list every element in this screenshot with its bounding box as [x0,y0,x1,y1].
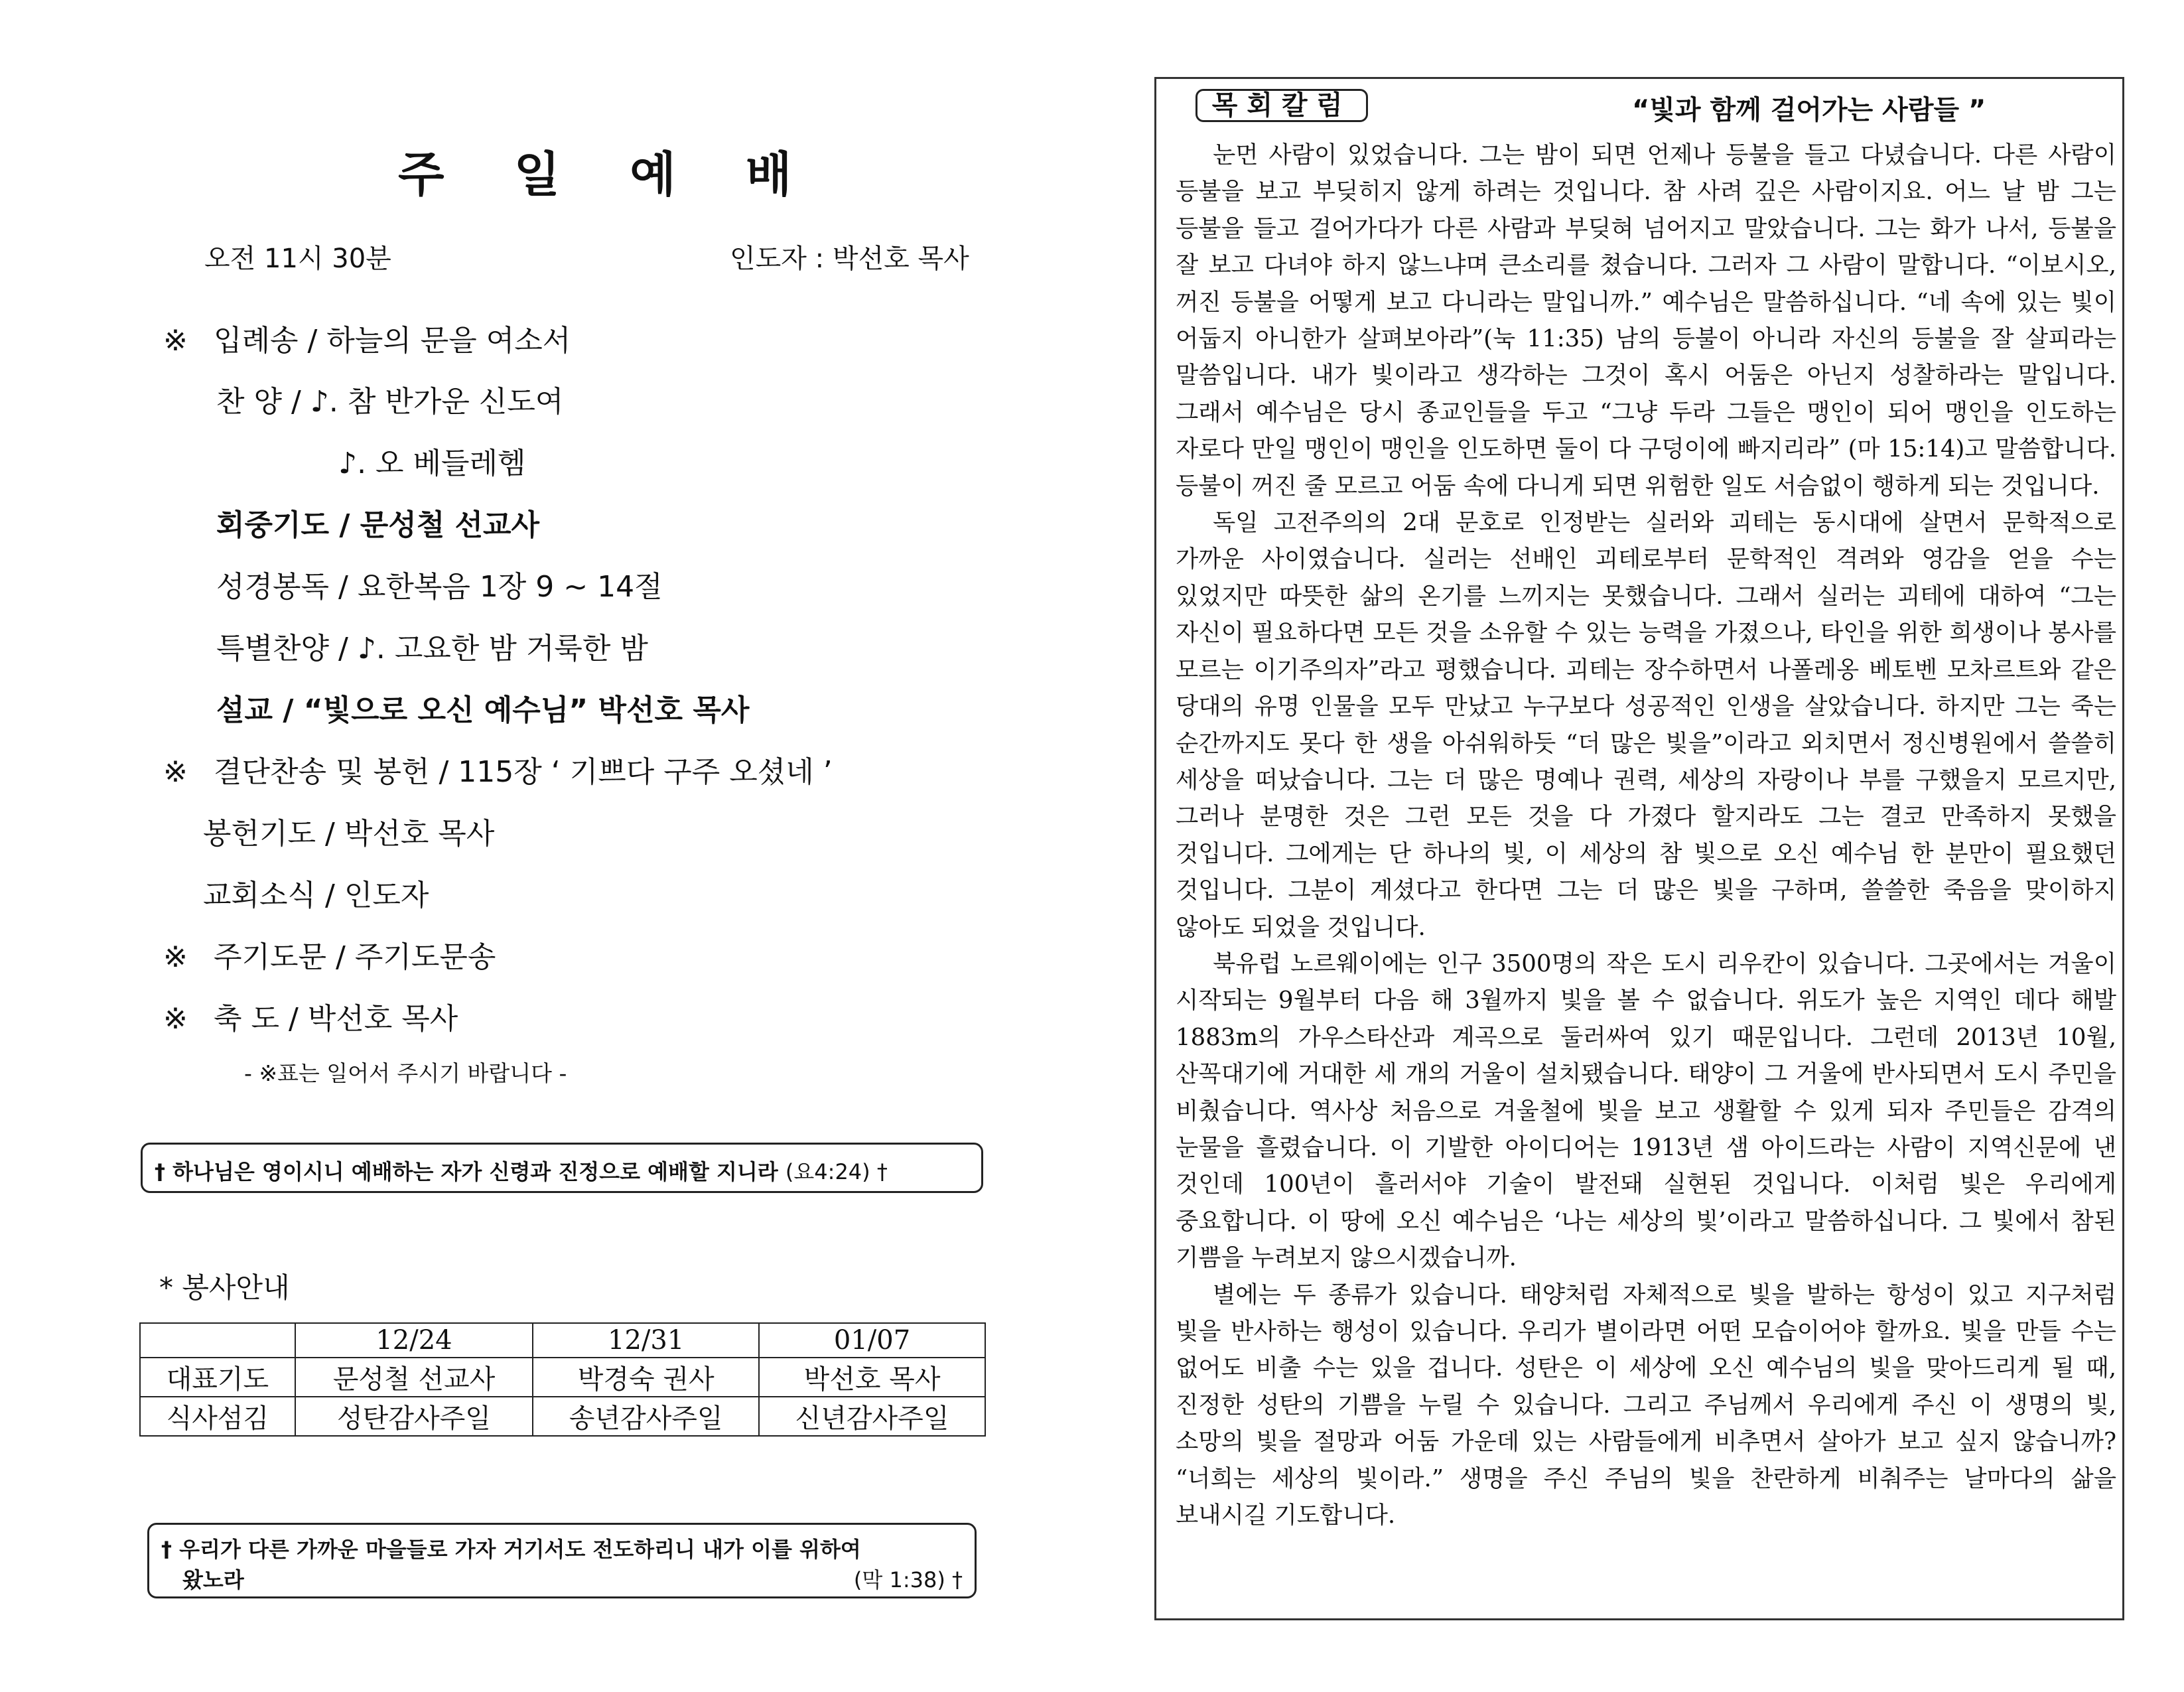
column-paragraph: 별에는 두 종류가 있습니다. 태양처럼 자체적으로 빛을 발하는 항성이 있고 지구처럼 빛을 반사하는 행성이 있습니다. 우리가 별이라면 어떤 모습이어야 할까요. 빛을 만들 수는 없어도 비출 수는 있을 겁니다. 성탄은 이 세상에 오신 예수님의 빛을 맞아드리게 될 때, 진정한 성탄의 기쁨을 누릴 수 있습니다. 그리고 주님께서 우리에게 주신 이 생명의 빛, 소망의 빛을 절망과 어둠 가운데 있는 사람들에게 비추면서 살아가 보고 싶지 않습니까? “너희는 세상의 빛이라.” 생명을 주신 주님의 빛을 찬란하게 비춰주는 날마다의 삶을 보내시길 기도합니다. [1176,1281,2116,1529]
table-cell: 신년감사주일 [759,1397,985,1436]
order-item-text: ♪. 오 베들레헴 [338,447,526,480]
stand-mark: ※ [163,755,188,789]
table-row [140,1397,985,1436]
order-item-offering-prayer [203,815,494,853]
table-cell: 송년감사주일 [533,1397,759,1436]
column-paragraph: 독일 고전주의의 2대 문호로 인정받는 실러와 괴테는 동시대에 살면서 문학적으로 가까운 사이였습니다. 실러는 선배인 괴테로부터 문학적인 격려와 영감을 얻을 수는 있었지만 따뜻한 삶의 온기를 느끼지는 못했습니다. 그래서 실러는 괴테에 대하여 “그는 자신이 필요하다면 모든 것을 소유할 수 있는 능력을 가졌으나, 타인을 위한 희생이나 봉사를 모르는 이기주의자”라고 평했습니다. 괴테는 장수하면서 나폴레옹 베토벤 모차르트와 같은 당대의 유명 인물을 모두 만났고 누구보다 성공적인 인생을 살았습니다. 하지만 그는 죽는 순간까지도 못다 한 생을 아쉬워하듯 “더 많은 빛을”이라고 외치면서 정신병원에서 쓸쓸히 세상을 떠났습니다. 그는 더 많은 명예나 권력, 세상의 자랑이나 부를 구했을지 모르지만, 그러나 분명한 것은 그런 모든 것을 다 가졌다 할지라도 그는 결코 만족하지 못했을 것입니다. 그에게는 단 하나의 빛, 이 세상의 참 빛으로 오신 예수님 한 분만이 필요했던 것입니다. 그분이 계셨다고 한다면 그는 더 많은 빛을 구하며, 쓸쓸한 죽음을 맞이하지 않아도 되었을 것입니다. [1176,509,2116,941]
table-cell: 박선호 목사 [759,1358,985,1397]
column-paragraph: 눈먼 사람이 있었습니다. 그는 밤이 되면 언제나 등불을 들고 다녔습니다. 다른 사람이 등불을 보고 부딪히지 않게 하려는 것입니다. 참 사려 깊은 사람이지요. 어느 날 밤 그는 등불을 들고 걸어가다가 다른 사람과 부딪혀 넘어지고 말았습니다. 그는 화가 나서, 등불을 잘 보고 다녀야 하지 않느냐며 큰소리를 쳤습니다. 그러자 그 사람이 말합니다. “이보시오, 꺼진 등불을 어떻게 보고 다니라는 말입니까.” 예수님은 말씀하십니다. “네 속에 있는 빛이 어둡지 아니한가 살펴보아라”(눅 11:35) 남의 등불이 아니라 자신의 등불을 잘 살피라는 말씀입니다. 내가 빛이라고 생각하는 그것이 혹시 어둠은 아닌지 성찰하라는 말입니다. 그래서 예수님은 당시 종교인들을 두고 “그냥 두라 그들은 맹인이 되어 맹인을 인도하는 자로다 만일 맹인이 맹인을 인도하면 둘이 다 구덩이에 빠지리라” (마 15:14)고 말씀합니다. 등불이 꺼진 줄 모르고 어둠 속에 다니게 되면 위험한 일도 서슴없이 행하게 되는 것입니다. [1176,141,2116,500]
service-time: 오전 11시 30분 [204,244,391,274]
verse-text: 왔노라 [182,1567,244,1592]
verse-text: † 우리가 다른 가까운 마을들로 가자 거기서도 전도하리니 내가 이를 위하여 [161,1537,861,1562]
column-paragraph: 북유럽 노르웨이에는 인구 3500명의 작은 도시 리우칸이 있습니다. 그곳에서는 겨울이 시작되는 9월부터 다음 해 3월까지 빛을 볼 수 없습니다. 위도가 높은 지역인 데다 해발 1883m의 가우스타산과 계곡으로 둘러싸여 있기 때문입니다. 그런데 2013년 10월, 산꼭대기에 거대한 세 개의 거울이 설치됐습니다. 태양이 그 거울에 반사되면서 도시 주민을 비췄습니다. 역사상 처음으로 겨울철에 빛을 보고 생활할 수 있게 되자 주민들은 감격의 눈물을 흘렸습니다. 이 기발한 아이디어는 1913년 샘 아이드라는 사람이 지역신문에 낸 것인데 100년이 흘러서야 기술이 발전돼 실현된 것입니다. 이처럼 빛은 우리에게 중요합니다. 이 땅에 오신 예수님은 ‘나는 세상의 빛’이라고 말씀하십니다. 그 빛에서 참된 기쁨을 누려보지 않으시겠습니까. [1176,950,2116,1272]
order-item-text: 교회소식 / 인도자 [203,879,429,912]
order-item-praise [216,384,563,421]
order-item-scripture [216,569,663,606]
stand-mark: ※ [163,1002,188,1036]
order-item-text: 결단찬송 및 봉헌 / 115장 ‘ 기쁘다 구주 오셨네 ’ [214,755,833,789]
service-schedule-heading: * 봉사안내 [159,1271,290,1304]
order-item-offering-hymn [163,754,833,791]
table-header-row [140,1323,985,1358]
table-cell: 박경숙 권사 [533,1358,759,1397]
order-item-lords-prayer [163,939,496,976]
stand-note: - ※표는 일어서 주시기 바랍니다 - [244,1060,567,1086]
service-leader: 인도자 : 박선호 목사 [730,244,969,274]
table-cell: 대표기도 [140,1358,295,1397]
stand-mark: ※ [163,324,188,358]
order-item-sermon [216,692,749,729]
order-item-text: 회중기도 / 문성철 선교사 [216,508,540,542]
table-cell: 식사섬김 [140,1397,295,1436]
order-item-processional [163,322,571,360]
order-item-text: 설교 / “빛으로 오신 예수님” 박선호 목사 [216,693,750,727]
table-header-cell: 12/31 [533,1323,759,1358]
service-title: 주 일 예 배 [398,146,819,202]
order-item-praise-2 [338,445,526,482]
column-body [1176,137,2116,1533]
order-item-text: 축 도 / 박선호 목사 [214,1002,458,1036]
stand-mark: ※ [163,940,188,974]
order-item-benediction [163,1001,458,1038]
table-header-cell: 12/24 [295,1323,533,1358]
order-item-text: 찬 양 / ♪. 참 반가운 신도여 [216,385,564,419]
verse-reference: (요4:24) † [785,1159,888,1184]
column-tag: 목회칼럼 [1195,89,1368,122]
table-header-cell: 01/07 [759,1323,985,1358]
order-item-prayer [216,507,539,544]
service-schedule-table [139,1322,986,1437]
table-row [140,1358,985,1397]
verse-box-top [141,1143,983,1193]
order-item-text: 성경봉독 / 요한복음 1장 9 ~ 14절 [216,570,663,604]
table-cell: 성탄감사주일 [295,1397,533,1436]
verse-text: † 하나님은 영이시니 예배하는 자가 신령과 진정으로 예배할 지니라 [155,1159,778,1184]
order-item-text: 주기도문 / 주기도문송 [214,940,496,974]
order-item-special-song [216,630,648,668]
verse-reference: (막 1:38) † [853,1567,963,1592]
order-item-text: 특별찬양 / ♪. 고요한 밤 거룩한 밤 [216,632,648,666]
order-item-announcements [203,877,429,914]
column-title: “빛과 함께 걸어가는 사람들 ” [1632,95,1986,125]
order-item-text: 봉헌기도 / 박선호 목사 [203,817,495,851]
verse-box-bottom [147,1523,977,1598]
table-header-cell [140,1323,295,1358]
table-cell: 문성철 선교사 [295,1358,533,1397]
verse-line-2 [161,1565,963,1595]
order-item-text: 입례송 / 하늘의 문을 여소서 [214,324,571,358]
